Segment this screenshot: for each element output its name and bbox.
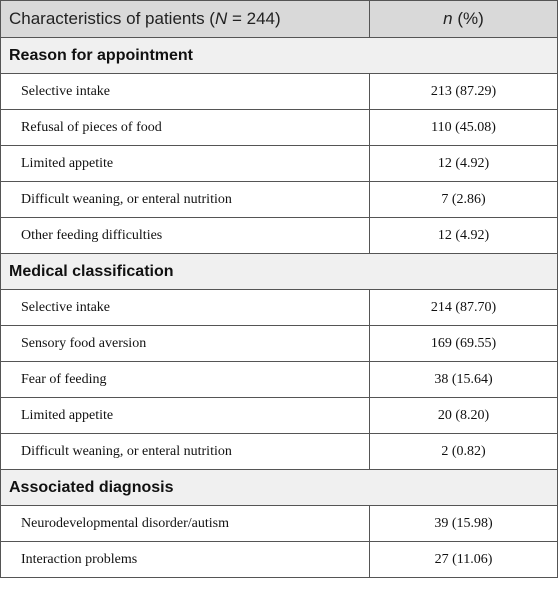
row-value: 38 (15.64)	[370, 362, 558, 398]
row-label: Interaction problems	[1, 542, 370, 578]
row-label: Other feeding difficulties	[1, 218, 370, 254]
header-col2-suffix: (%)	[452, 9, 484, 28]
table-row	[1, 110, 558, 146]
row-label: Sensory food aversion	[1, 326, 370, 362]
header-col1-prefix: Characteristics of patients (	[9, 9, 215, 28]
row-label: Selective intake	[1, 290, 370, 326]
row-value: 110 (45.08)	[370, 110, 558, 146]
table-row	[1, 74, 558, 110]
row-value: 7 (2.86)	[370, 182, 558, 218]
section-header-row	[1, 470, 558, 506]
table-row	[1, 146, 558, 182]
row-value: 39 (15.98)	[370, 506, 558, 542]
row-value: 20 (8.20)	[370, 398, 558, 434]
table-row	[1, 182, 558, 218]
table-row	[1, 542, 558, 578]
table-row	[1, 506, 558, 542]
row-value: 169 (69.55)	[370, 326, 558, 362]
header-col1-n: N	[214, 9, 228, 28]
header-col2-n: n	[443, 9, 453, 28]
section-title: Associated diagnosis	[1, 470, 558, 506]
row-label: Limited appetite	[1, 146, 370, 182]
row-value: 214 (87.70)	[370, 290, 558, 326]
section-title: Reason for appointment	[1, 38, 558, 74]
row-value: 12 (4.92)	[370, 146, 558, 182]
table-row	[1, 398, 558, 434]
row-label: Neurodevelopmental disorder/autism	[1, 506, 370, 542]
table-row	[1, 326, 558, 362]
row-value: 2 (0.82)	[370, 434, 558, 470]
row-label: Fear of feeding	[1, 362, 370, 398]
row-value: 12 (4.92)	[370, 218, 558, 254]
row-value: 27 (11.06)	[370, 542, 558, 578]
row-label: Difficult weaning, or enteral nutrition	[1, 182, 370, 218]
section-header-row	[1, 254, 558, 290]
row-label: Refusal of pieces of food	[1, 110, 370, 146]
header-characteristics	[1, 1, 370, 38]
row-value: 213 (87.29)	[370, 74, 558, 110]
table-row	[1, 290, 558, 326]
table-row	[1, 218, 558, 254]
table-header-row	[1, 1, 558, 38]
section-header-row	[1, 38, 558, 74]
row-label: Difficult weaning, or enteral nutrition	[1, 434, 370, 470]
row-label: Limited appetite	[1, 398, 370, 434]
table-row	[1, 434, 558, 470]
header-col1-suffix: = 244)	[227, 9, 281, 28]
row-label: Selective intake	[1, 74, 370, 110]
header-n-percent	[370, 1, 558, 38]
section-title: Medical classification	[1, 254, 558, 290]
table-row	[1, 362, 558, 398]
